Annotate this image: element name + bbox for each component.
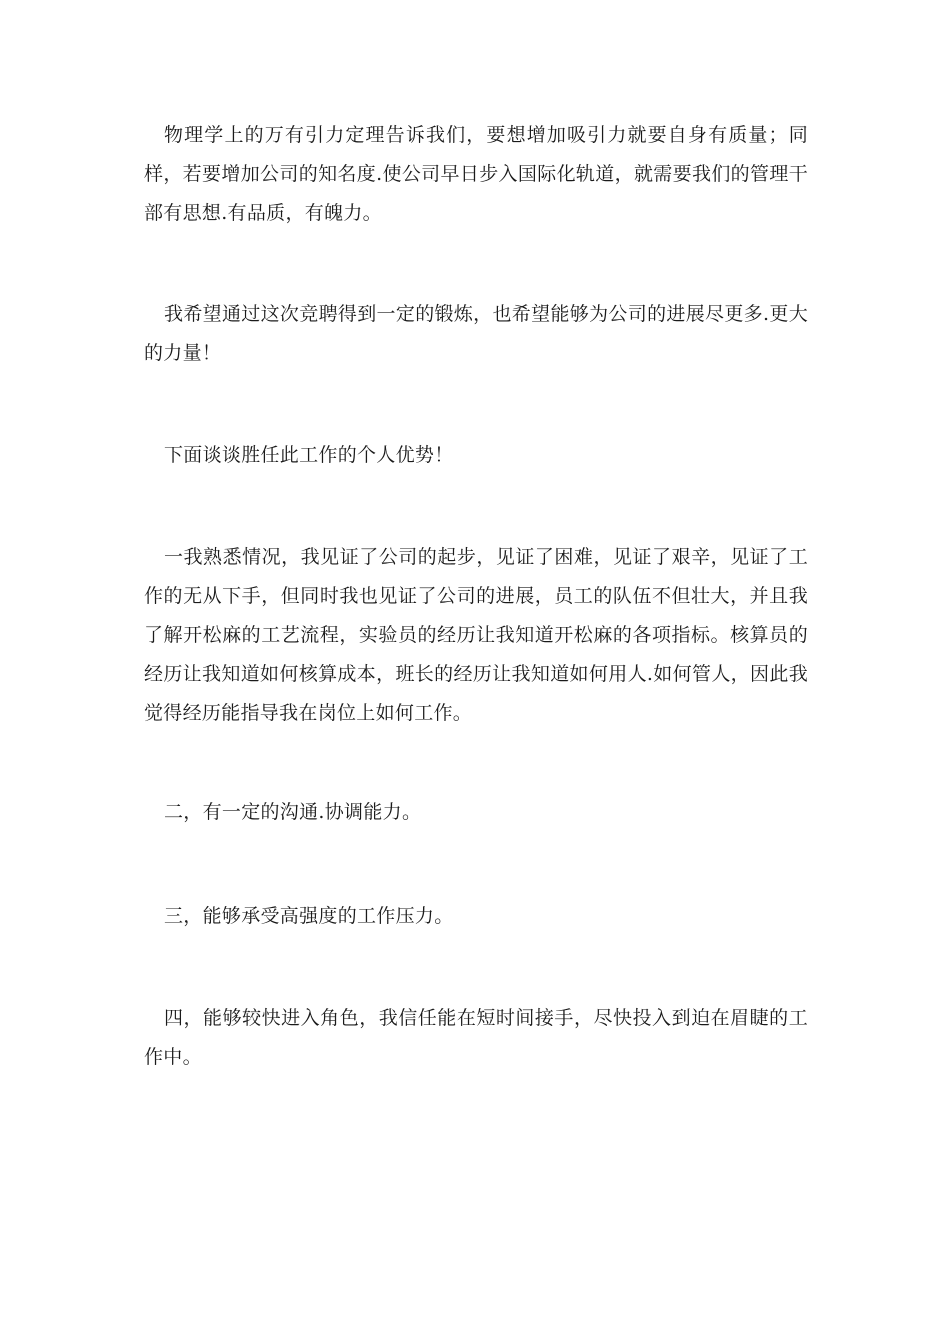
paragraph-advantages-intro: 下面谈谈胜任此工作的个人优势！ bbox=[164, 444, 454, 466]
paragraph-advantage-four: 四，能够较快进入角色，我信任能在短时间接手，尽快投入到迫在眉睫的工作中。 bbox=[144, 1007, 808, 1068]
paragraph-advantage-one: 一我熟悉情况，我见证了公司的起步，见证了困难，见证了艰辛，见证了工作的无从下手，但同时我也见证了公司的进展，员工的队伍不但壮大，并且我了解开松麻的工艺流程，实验员的经历让我知道开松麻的各项指标。核算员的经历让我知道如何核算成本，班长的经历让我知道如何用人.如何管人，因此我觉得经历能指导我在岗位上如何工作。 bbox=[144, 546, 808, 724]
paragraph-gravity-analogy: 物理学上的万有引力定理告诉我们，要想增加吸引力就要自身有质量；同样，若要增加公司的知名度.使公司早日步入国际化轨道，就需要我们的管理干部有思想.有品质，有魄力。 bbox=[144, 124, 808, 224]
paragraph-advantage-two: 二，有一定的沟通.协调能力。 bbox=[164, 801, 422, 823]
paragraph-hope: 我希望通过这次竞聘得到一定的锻炼，也希望能够为公司的进展尽更多.更大的力量！ bbox=[144, 303, 808, 364]
paragraph-advantage-three: 三，能够承受高强度的工作压力。 bbox=[164, 905, 454, 927]
